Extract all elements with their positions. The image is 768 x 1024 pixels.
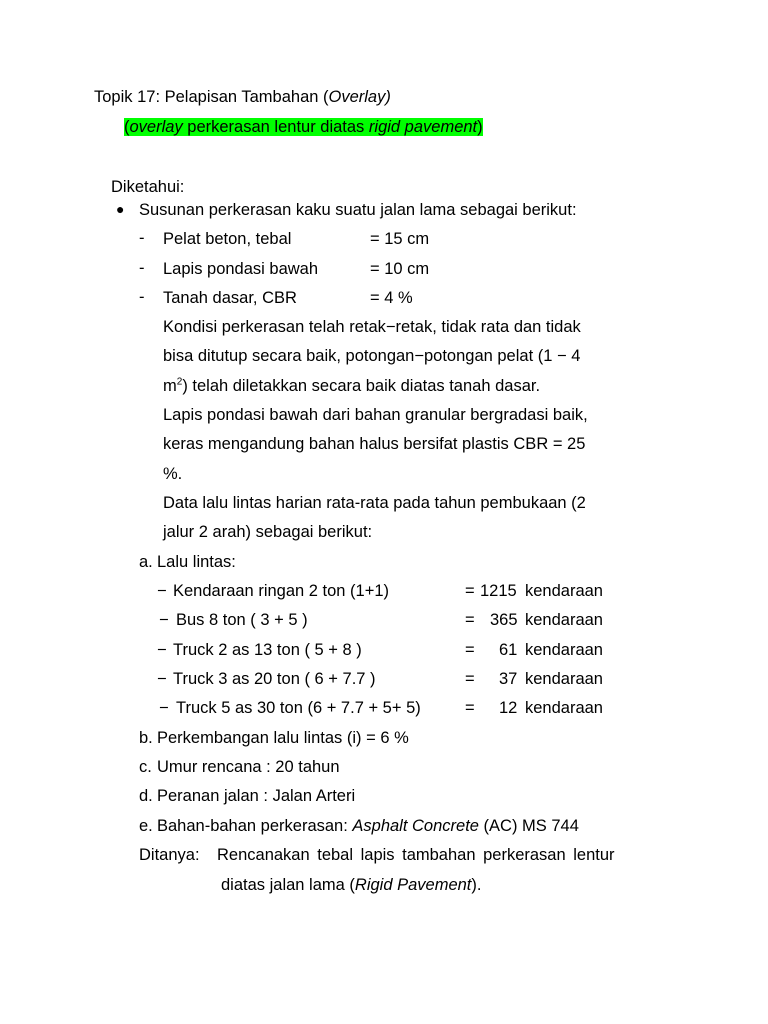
vehicle-dash: − bbox=[157, 670, 167, 688]
layer-name: Pelat beton, tebal bbox=[163, 230, 292, 248]
bullet-text: Susunan perkerasan kaku suatu jalan lama sebagai berikut: bbox=[139, 201, 577, 219]
layer-value: = 4 % bbox=[370, 289, 413, 307]
paragraph-line-rest: ) telah diletakkan secara baik diatas tanah dasar. bbox=[182, 377, 541, 395]
subtitle-italic-overlay: overlay bbox=[129, 118, 183, 136]
unit-superscript: 2 bbox=[176, 376, 183, 388]
item-text: Peranan jalan : Jalan Arteri bbox=[157, 787, 356, 805]
vehicle-dash: − bbox=[157, 641, 167, 659]
layer-name: Tanah dasar, CBR bbox=[163, 289, 297, 307]
vehicle-eq: = bbox=[465, 611, 475, 629]
paragraph-line: keras mengandung bahan halus bersifat plastis CBR = 25 bbox=[163, 435, 586, 453]
item-text: Lalu lintas: bbox=[157, 553, 236, 571]
layer-value: = 15 cm bbox=[370, 230, 430, 248]
vehicle-count: 1215 bbox=[480, 582, 517, 600]
paragraph-line bbox=[163, 376, 540, 396]
question-line2-italic: Rigid Pavement bbox=[354, 876, 472, 894]
question-line2-post: ). bbox=[471, 876, 482, 894]
paragraph-line: jalur 2 arah) sebagai berikut: bbox=[163, 523, 373, 541]
vehicle-count: 37 bbox=[499, 670, 518, 688]
item-e-italic: Asphalt Concrete bbox=[352, 817, 479, 835]
vehicle-dash: − bbox=[157, 582, 167, 600]
unit-m: m bbox=[163, 377, 177, 395]
vehicle-count: 61 bbox=[499, 641, 518, 659]
dash-icon: - bbox=[139, 229, 145, 247]
dash-icon: - bbox=[139, 259, 145, 277]
subtitle-close: ) bbox=[477, 118, 483, 136]
known-label: Diketahui: bbox=[111, 178, 185, 196]
item-text: Perkembangan lalu lintas (i) = 6 % bbox=[157, 729, 409, 747]
item-e-pre: Bahan-bahan perkerasan: bbox=[157, 817, 353, 835]
vehicle-dash: − bbox=[159, 611, 169, 629]
paragraph-line: %. bbox=[163, 465, 183, 483]
item-marker: d. bbox=[139, 787, 153, 805]
title-italic: Overlay) bbox=[328, 88, 391, 106]
item-marker: c. bbox=[139, 758, 152, 776]
subtitle-highlight bbox=[124, 118, 483, 136]
item-e-post: (AC) MS 744 bbox=[478, 817, 579, 835]
subtitle-italic-rigid: rigid pavement bbox=[368, 118, 478, 136]
vehicle-unit: kendaraan bbox=[525, 611, 603, 629]
question-label: Ditanya: bbox=[139, 846, 200, 864]
vehicle-unit: kendaraan bbox=[525, 582, 603, 600]
layer-value: = 10 cm bbox=[370, 260, 430, 278]
paragraph-line: bisa ditutup secara baik, potongan−potongan pelat (1 − 4 bbox=[163, 347, 581, 365]
vehicle-name: Truck 5 as 30 ton (6 + 7.7 + 5+ 5) bbox=[176, 699, 421, 717]
vehicle-eq: = bbox=[465, 699, 475, 717]
vehicle-eq: = bbox=[465, 582, 475, 600]
subtitle bbox=[124, 117, 483, 137]
vehicle-unit: kendaraan bbox=[525, 641, 603, 659]
vehicle-eq: = bbox=[465, 670, 475, 688]
bullet-icon: ● bbox=[116, 201, 125, 217]
item-marker: b. bbox=[139, 729, 153, 747]
question-line bbox=[221, 875, 481, 895]
item-text bbox=[157, 816, 579, 836]
vehicle-name: Truck 2 as 13 ton ( 5 + 8 ) bbox=[173, 641, 362, 659]
paragraph-line: Data lalu lintas harian rata-rata pada tahun pembukaan (2 bbox=[163, 494, 586, 512]
vehicle-unit: kendaraan bbox=[525, 670, 603, 688]
item-marker: a. bbox=[139, 553, 153, 571]
layer-name: Lapis pondasi bawah bbox=[163, 260, 319, 278]
vehicle-name: Bus 8 ton ( 3 + 5 ) bbox=[176, 611, 308, 629]
question-line: Rencanakan tebal lapis tambahan perkerasan lentur bbox=[217, 846, 615, 864]
vehicle-eq: = bbox=[465, 641, 475, 659]
question-line2-pre: diatas jalan lama ( bbox=[221, 876, 355, 894]
vehicle-dash: − bbox=[159, 699, 169, 717]
item-marker: e. bbox=[139, 817, 153, 835]
vehicle-name: Truck 3 as 20 ton ( 6 + 7.7 ) bbox=[173, 670, 376, 688]
vehicle-name: Kendaraan ringan 2 ton (1+1) bbox=[173, 582, 390, 600]
dash-icon: - bbox=[139, 288, 145, 306]
vehicle-count: 365 bbox=[490, 611, 518, 629]
title-prefix: Topik 17: Pelapisan Tambahan ( bbox=[94, 88, 329, 106]
subtitle-open: ( bbox=[124, 118, 130, 136]
subtitle-mid: perkerasan lentur diatas bbox=[182, 118, 369, 136]
vehicle-unit: kendaraan bbox=[525, 699, 603, 717]
vehicle-count: 12 bbox=[499, 699, 518, 717]
paragraph-line: Kondisi perkerasan telah retak−retak, tidak rata dan tidak bbox=[163, 318, 581, 336]
item-text: Umur rencana : 20 tahun bbox=[157, 758, 340, 776]
page-title bbox=[94, 87, 391, 107]
paragraph-line: Lapis pondasi bawah dari bahan granular bergradasi baik, bbox=[163, 406, 588, 424]
